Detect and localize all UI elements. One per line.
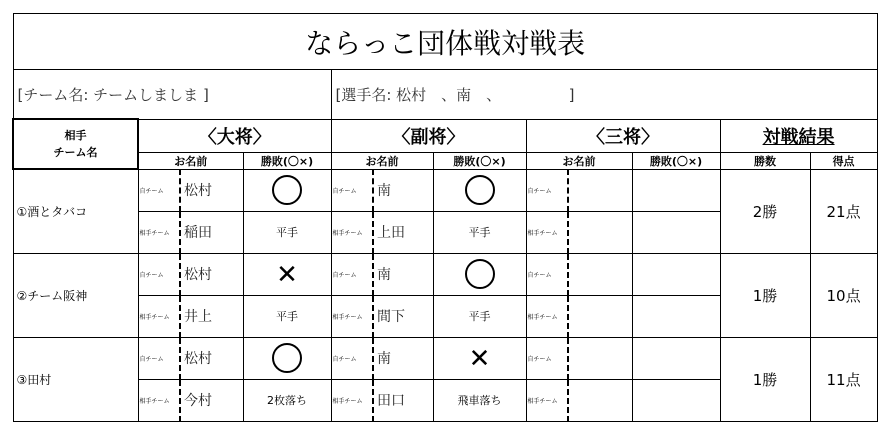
taisho-opp-player: 稲田	[180, 211, 243, 253]
taisho-result	[243, 253, 331, 295]
opp-team-tag: 相手チーム	[331, 211, 373, 253]
taisho-header: 〈大将〉	[138, 119, 331, 152]
sansho-result	[632, 337, 720, 379]
own-team-tag: 自チーム	[138, 169, 180, 211]
opponent-header-line2: チーム名	[53, 146, 98, 159]
own-team-tag: 自チーム	[138, 253, 180, 295]
fukusho-name-col: お名前	[331, 152, 433, 169]
table-row	[13, 253, 877, 295]
own-team-tag: 自チーム	[331, 169, 373, 211]
opponent-header-line1: 相手	[64, 129, 87, 142]
sansho-handicap	[632, 295, 720, 337]
win-circle-icon	[465, 259, 495, 289]
fukusho-opp-player: 上田	[373, 211, 433, 253]
own-team-tag: 自チーム	[331, 337, 373, 379]
taisho-own-player: 松村	[180, 169, 243, 211]
own-team-tag: 自チーム	[526, 337, 568, 379]
wins-count: 2勝	[720, 169, 810, 253]
win-circle-icon	[465, 175, 495, 205]
sansho-name-col: お名前	[526, 152, 632, 169]
sansho-own-player	[568, 169, 632, 211]
opp-team-tag: 相手チーム	[526, 211, 568, 253]
taisho-handicap: 平手	[243, 295, 331, 337]
opp-team-tag: 相手チーム	[138, 211, 180, 253]
page-title: ならっこ団体戦対戦表	[13, 14, 877, 70]
fukusho-own-player: 南	[373, 253, 433, 295]
own-team-tag: 自チーム	[138, 337, 180, 379]
sansho-own-player	[568, 337, 632, 379]
fukusho-handicap: 飛車落ち	[433, 379, 526, 421]
opponent-team-name: ③田村	[13, 337, 138, 421]
opp-team-tag: 相手チーム	[138, 295, 180, 337]
opp-team-tag: 相手チーム	[331, 379, 373, 421]
sansho-result	[632, 253, 720, 295]
fukusho-result	[433, 169, 526, 211]
match-table	[12, 13, 878, 422]
fukusho-own-player: 南	[373, 337, 433, 379]
points-total: 21点	[810, 169, 877, 253]
points-total: 11点	[810, 337, 877, 421]
fukusho-opp-player: 間下	[373, 295, 433, 337]
opp-team-tag: 相手チーム	[526, 379, 568, 421]
taisho-opp-player: 井上	[180, 295, 243, 337]
sansho-handicap	[632, 211, 720, 253]
taisho-winloss-col: 勝敗(〇×)	[243, 152, 331, 169]
opp-team-tag: 相手チーム	[331, 295, 373, 337]
win-circle-icon	[272, 343, 302, 373]
fukusho-own-player: 南	[373, 169, 433, 211]
points-col: 得点	[810, 152, 877, 169]
fukusho-handicap: 平手	[433, 295, 526, 337]
sansho-header: 〈三将〉	[526, 119, 720, 152]
sansho-opp-player	[568, 379, 632, 421]
own-team-tag: 自チーム	[526, 253, 568, 295]
sansho-winloss-col: 勝敗(〇×)	[632, 152, 720, 169]
wins-count: 1勝	[720, 253, 810, 337]
taisho-handicap: 2枚落ち	[243, 379, 331, 421]
taisho-handicap: 平手	[243, 211, 331, 253]
fukusho-opp-player: 田口	[373, 379, 433, 421]
own-team-tag: 自チーム	[526, 169, 568, 211]
points-total: 10点	[810, 253, 877, 337]
player-names-field: [選手名: 松村 、南 、 ]	[331, 70, 877, 120]
taisho-own-player: 松村	[180, 253, 243, 295]
sansho-handicap	[632, 379, 720, 421]
sansho-result	[632, 169, 720, 211]
sansho-opp-player	[568, 295, 632, 337]
fukusho-winloss-col: 勝敗(〇×)	[433, 152, 526, 169]
win-circle-icon	[272, 175, 302, 205]
sansho-own-player	[568, 253, 632, 295]
opponent-team-header	[13, 119, 138, 169]
taisho-result	[243, 169, 331, 211]
wins-count: 1勝	[720, 337, 810, 421]
match-sheet	[12, 13, 876, 425]
opponent-team-name: ①酒とタバコ	[13, 169, 138, 253]
fukusho-header: 〈副将〉	[331, 119, 526, 152]
opponent-team-name: ②チーム阪神	[13, 253, 138, 337]
sansho-opp-player	[568, 211, 632, 253]
opp-team-tag: 相手チーム	[138, 379, 180, 421]
taisho-own-player: 松村	[180, 337, 243, 379]
fukusho-handicap: 平手	[433, 211, 526, 253]
wins-col: 勝数	[720, 152, 810, 169]
fukusho-result	[433, 337, 526, 379]
table-row	[13, 337, 877, 379]
taisho-name-col: お名前	[138, 152, 243, 169]
own-team-tag: 自チーム	[331, 253, 373, 295]
taisho-result	[243, 337, 331, 379]
loss-cross-icon: ✕	[468, 344, 491, 374]
fukusho-result	[433, 253, 526, 295]
loss-cross-icon: ✕	[276, 260, 298, 290]
taisho-opp-player: 今村	[180, 379, 243, 421]
team-name-field: [チーム名: チームしましま ]	[13, 70, 331, 120]
table-row	[13, 169, 877, 211]
result-header: 対戦結果	[720, 119, 877, 152]
opp-team-tag: 相手チーム	[526, 295, 568, 337]
